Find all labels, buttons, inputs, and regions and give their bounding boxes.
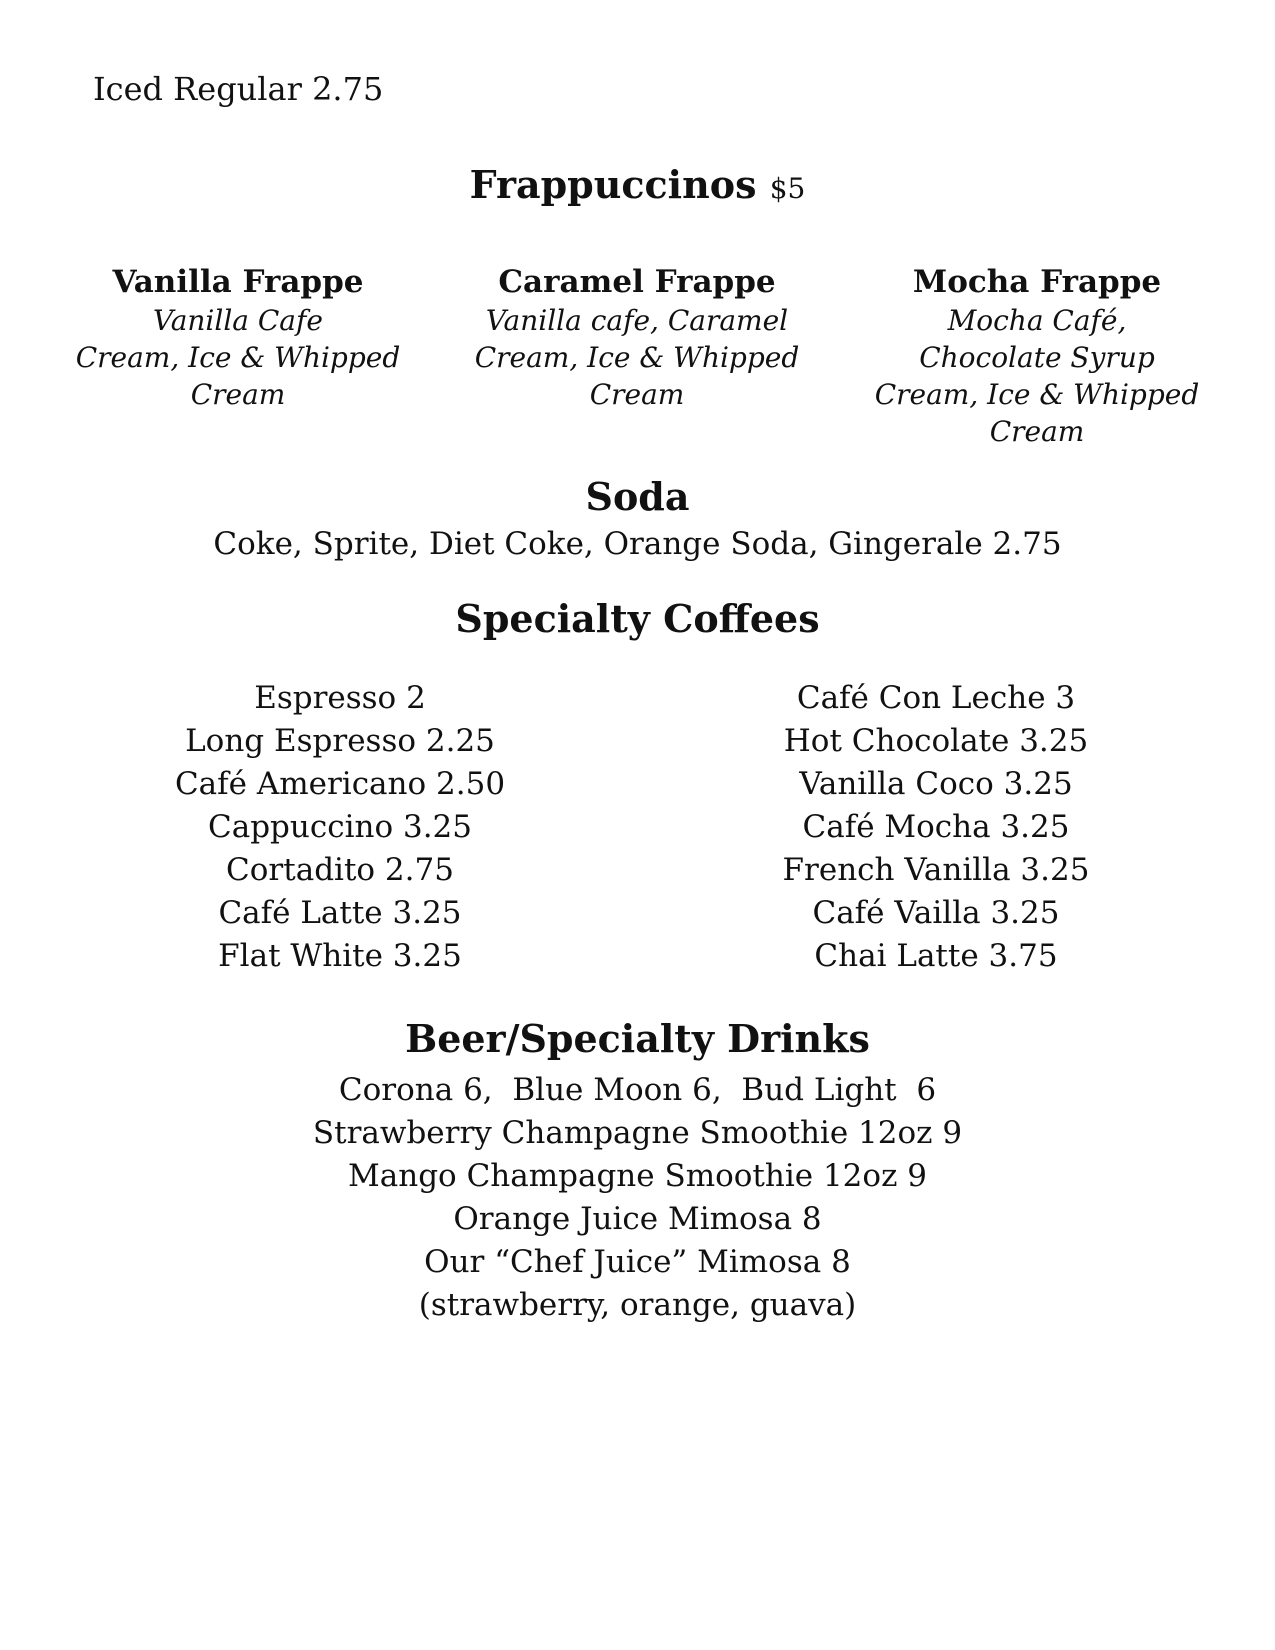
frappe-name: Mocha Frappe <box>912 264 1162 300</box>
coffee-item: Café Americano 2.50 <box>174 766 506 802</box>
beer-specialty-drinks-heading: Beer/Specialty Drinks <box>405 1016 870 1061</box>
frappe-desc-line: Cream, Ice & Whipped <box>474 341 800 374</box>
soda-list: Coke, Sprite, Diet Coke, Orange Soda, Gingerale 2.75 <box>213 526 1062 562</box>
coffee-item: Cappuccino 3.25 <box>208 809 472 845</box>
drink-item: Our “Chef Juice” Mimosa 8 <box>424 1244 851 1280</box>
frappe-desc-line: Cream <box>589 378 685 411</box>
coffee-item: Chai Latte 3.75 <box>814 938 1058 974</box>
frappe-name: Vanilla Frappe <box>112 264 364 300</box>
coffee-item: Café Latte 3.25 <box>218 895 462 931</box>
frappe-desc-line: Vanilla cafe, Caramel <box>485 304 789 337</box>
frappe-desc-line: Vanilla Cafe <box>153 304 323 337</box>
coffee-list-left <box>80 677 600 978</box>
drink-item: Orange Juice Mimosa 8 <box>453 1201 822 1237</box>
frappuccinos-price: $5 <box>769 172 806 205</box>
frappe-name: Caramel Frappe <box>498 264 776 300</box>
specialty-coffees-heading: Specialty Coffees <box>455 596 820 641</box>
drink-item: Strawberry Champagne Smoothie 12oz 9 <box>312 1115 963 1151</box>
frappe-item-caramel <box>447 262 827 413</box>
coffee-item: Cortadito 2.75 <box>226 852 454 888</box>
frappe-desc-line: Cream <box>190 378 286 411</box>
frappe-item-mocha <box>847 262 1227 450</box>
frappe-desc-line: Cream <box>989 415 1085 448</box>
frappe-desc-line: Chocolate Syrup <box>919 341 1155 374</box>
frappuccinos-heading <box>0 162 1275 207</box>
beer-drinks-list <box>0 1069 1275 1327</box>
coffee-item: French Vanilla 3.25 <box>782 852 1090 888</box>
frappe-desc-line: Cream, Ice & Whipped <box>75 341 401 374</box>
coffee-item: Flat White 3.25 <box>218 938 462 974</box>
coffee-item: Café Mocha 3.25 <box>802 809 1070 845</box>
coffee-item: Café Con Leche 3 <box>796 680 1076 716</box>
drink-item-note: (strawberry, orange, guava) <box>418 1287 857 1323</box>
coffee-list-right <box>676 677 1196 978</box>
drink-item: Mango Champagne Smoothie 12oz 9 <box>348 1158 927 1194</box>
coffee-item: Vanilla Coco 3.25 <box>799 766 1073 802</box>
frappe-desc-line: Cream, Ice & Whipped <box>874 378 1200 411</box>
soda-heading: Soda <box>585 474 690 519</box>
frappuccinos-title: Frappuccinos <box>469 162 757 207</box>
iced-regular-item: Iced Regular 2.75 <box>93 70 384 108</box>
frappe-desc-line: Mocha Café, <box>947 304 1127 337</box>
coffee-item: Espresso 2 <box>254 680 426 716</box>
coffee-item: Hot Chocolate 3.25 <box>783 723 1089 759</box>
drink-item: Corona 6, Blue Moon 6, Bud Light 6 <box>338 1072 937 1108</box>
coffee-item: Café Vailla 3.25 <box>812 895 1060 931</box>
frappe-item-vanilla <box>48 262 428 413</box>
coffee-item: Long Espresso 2.25 <box>185 723 495 759</box>
